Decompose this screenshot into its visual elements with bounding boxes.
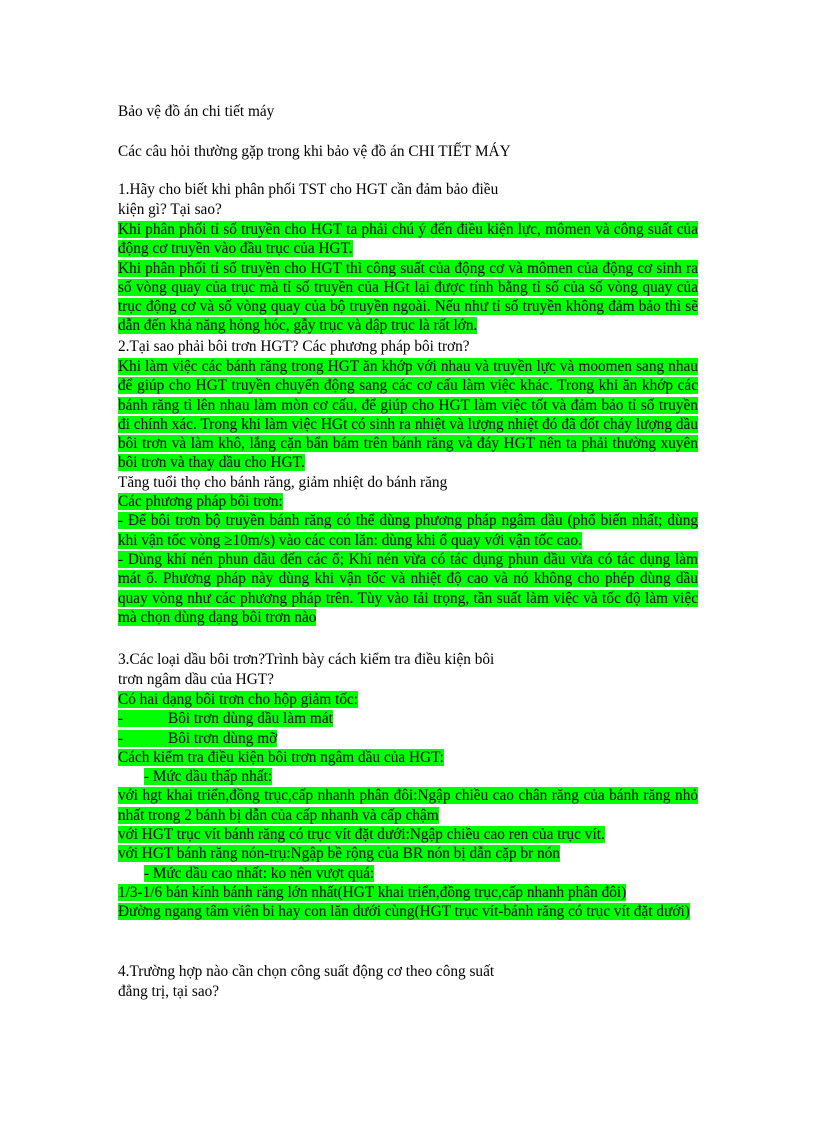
answer-3-line-5: - Mức dầu thấp nhất: xyxy=(144,768,273,786)
answer-3 xyxy=(118,690,698,922)
question-2: 2.Tại sao phải bôi trơn HGT? Các phương pháp bôi trơn? xyxy=(118,338,470,355)
answer-2-paragraph-3: Các phương pháp bôi trơn: xyxy=(118,493,283,511)
answer-3-list-text-1: Bôi trơn dùng dầu làm mát xyxy=(168,710,333,728)
question-1-line-2: kiện gì? Tại sao? xyxy=(118,201,222,218)
answer-3-list-item-2 xyxy=(118,730,277,747)
question-4-line-2: đẳng trị, tại sao? xyxy=(118,983,220,1000)
answer-3-line-1: Có hai dạng bôi trơn cho hộp giảm tốc: xyxy=(118,691,359,708)
doc-title: Bảo vệ đồ án chi tiết máy xyxy=(118,103,275,120)
answer-3-list-dash-2: - xyxy=(118,729,124,747)
answer-1-paragraph-1: Khi phân phối tỉ số truyền cho HGT ta phải chú ý đến điều kiện lực, mômen và công suất của động cơ truyền vào đầu trục của HGT. xyxy=(118,221,698,258)
question-1-line-1: 1.Hãy cho biết khi phân phối TST cho HGT cần đảm bảo điều xyxy=(118,181,499,198)
answer-2-paragraph-5: - Dùng khí nén phun dầu đến các ổ; Khí nén vừa có tác dụng phun dầu vừa có tác dụng làm mát ổ. Phương pháp này dùng khi vận tốc và nhiệt độ cao và nó không cho phép dùng dầu quay vòng như các phương pháp trên. Tùy vào tải trọng, tần suất làm việc và tốc độ làm việc mà chọn dùng dạng bôi trơn nào xyxy=(118,550,698,626)
answer-1-paragraph-2: Khi phân phối tỉ số truyền cho HGT thì công suất của động cơ và mômen của động cơ sinh ra số vòng quay của trục mà tỉ số truyền của HGt lại được tính bằng tỉ số của số vòng quay của trục động cơ và số vòng quay của bộ truyền ngoài. Nếu như tỉ số truyền không đảm bảo thì sẽ dẫn đến khả năng hỏng hóc, gẫy trục và dập trục là rất lớn. xyxy=(118,259,698,335)
answer-2-paragraph-2: Tăng tuổi thọ cho bánh răng, giảm nhiệt do bánh răng xyxy=(118,473,448,491)
doc-subtitle: Các câu hỏi thường gặp trong khi bảo vệ đồ án CHI TIẾT MÁY xyxy=(118,143,511,160)
answer-3-list-text-2: Bôi trơn dùng mỡ xyxy=(168,729,278,747)
answer-3-list-dash-1: - xyxy=(118,710,124,728)
answer-3-line-10: 1/3-1/6 bán kính bánh răng lớn nhất(HGT khai triển,đồng trục,cấp nhanh phân đôi) xyxy=(118,883,627,901)
question-4-line-1: 4.Trường hợp nào cần chọn công suất động cơ theo công suất xyxy=(118,963,495,980)
answer-3-line-4: Cách kiểm tra điều kiện bôi trơn ngâm dầu của HGT: xyxy=(118,748,444,766)
answer-3-line-7: với HGT trục vít bánh răng có trục vít đặt dưới:Ngập chiều cao ren của trục vít. xyxy=(118,826,605,844)
answer-3-line-8: với HGT bánh răng nón-trụ:Ngập bề rộng của BR nón bị dẫn cặp br nón xyxy=(118,845,560,863)
answer-3-line-11: Đường ngang tâm viên bi hay con lăn dưới cùng(HGT trục vít-bánh răng có trục vít đặt dưới) xyxy=(118,903,690,921)
question-3-line-1: 3.Các loại dầu bôi trơn?Trình bày cách kiểm tra điều kiện bôi xyxy=(118,651,495,668)
answer-3-line-9: - Mức dầu cao nhất: ko nên vượt quá: xyxy=(144,864,375,882)
answer-2 xyxy=(118,357,698,627)
answer-1 xyxy=(118,220,698,336)
question-3-line-2: trơn ngâm dầu của HGT? xyxy=(118,671,274,688)
answer-3-list-item-1 xyxy=(118,710,333,727)
answer-3-line-6: với hgt khai triển,đồng trục,cấp nhanh phân đôi:Ngập chiều cao chân răng của bánh răng nhỏ nhất trong 2 bánh bị dẫn của cấp nhanh và cấp chậm xyxy=(118,787,698,824)
answer-2-paragraph-1: Khi làm việc các bánh răng trong HGT ăn khớp với nhau và truyền lực và moomen sang nhau để giúp cho HGT truyền chuyển động sang các cơ cấu làm việc khác. Trong khi ăn khớp các bánh răng tì lên nhau làm mòn cơ cấu, để giúp cho HGT làm việc tốt và đảm bảo tỉ số truyền đi chính xác. Trong khi làm việc HGt có sinh ra nhiệt và lượng nhiệt đó đã đốt cháy lượng dầu bôi trơn và làm khô, lắng cặn bẩn bám trên bánh răng và đáy HGT nên ta phải thường xuyên bôi trơn và thay dầu cho HGT. xyxy=(118,358,698,472)
answer-2-paragraph-4: - Để bôi trơn bộ truyền bánh răng có thể dùng phương pháp ngâm dầu (phổ biến nhất; dùng khi vận tốc vòng ≥10m/s) vào các con lăn: dùng khi ổ quay với vận tốc cao. xyxy=(118,512,698,549)
